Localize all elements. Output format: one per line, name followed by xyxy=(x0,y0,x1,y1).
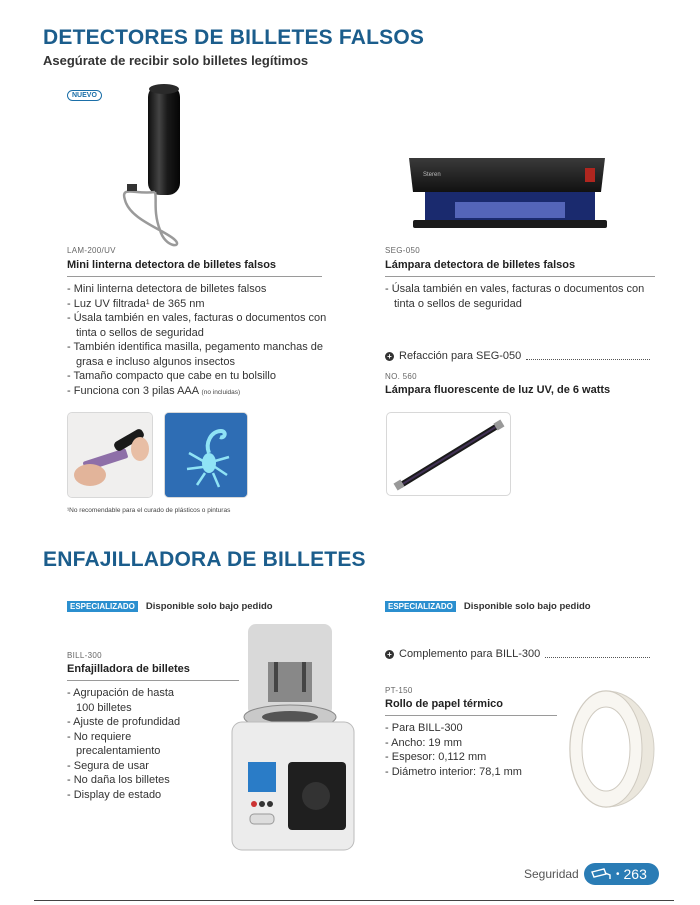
scorpion-icon xyxy=(165,413,248,498)
product-code-seg050: SEG-050 xyxy=(385,246,421,255)
divider xyxy=(385,715,557,716)
feature-item: - Agrupación de hasta 100 billetes xyxy=(67,686,187,715)
feature-item: - Para BILL-300 xyxy=(385,721,535,736)
page-number: 263 xyxy=(623,866,647,882)
feature-item: - Segura de usar xyxy=(67,759,187,774)
product-name-pt150: Rollo de papel térmico xyxy=(385,698,503,710)
feature-item: - Ancho: 19 mm xyxy=(385,736,535,751)
product-name-lam200: Mini linterna detectora de billetes falsos xyxy=(67,259,277,271)
feature-item: - Ajuste de profundidad xyxy=(67,715,187,730)
dotted-leader xyxy=(526,352,650,360)
feature-item: - Mini linterna detectora de billetes falsos xyxy=(67,282,327,297)
thermal-paper-roll-image xyxy=(558,685,658,813)
uv-lamp-image xyxy=(405,150,615,235)
feature-list-bill300 xyxy=(67,686,187,802)
plus-circle-icon: + xyxy=(385,352,394,361)
divider xyxy=(385,276,655,277)
bullet-dot: • xyxy=(616,868,620,880)
complemento-line xyxy=(385,648,650,660)
product-code-lam200: LAM-200/UV xyxy=(67,246,116,255)
feature-item: - Tamaño compacto que cabe en tu bolsillo xyxy=(67,369,327,384)
dotted-leader xyxy=(545,650,650,658)
hand-holding-flashlight-photo xyxy=(67,412,153,498)
footnote: ¹No recomendable para el curado de plásticos o pinturas xyxy=(67,507,231,514)
product-code-bill300: BILL-300 xyxy=(67,651,102,660)
lamp-brand: Steren xyxy=(423,172,441,178)
feature-item: - Diámetro interior: 78,1 mm xyxy=(385,765,535,780)
feature-text: Funciona con 3 pilas AAA xyxy=(73,384,199,397)
battery-note: (no incluidas) xyxy=(201,388,241,396)
feature-list-lam200 xyxy=(67,282,327,400)
feature-item xyxy=(67,384,327,401)
especializado-badge: ESPECIALIZADO xyxy=(385,601,456,612)
nuevo-badge: NUEVO xyxy=(67,90,102,101)
divider xyxy=(67,276,322,277)
footer-category: Seguridad xyxy=(524,867,579,881)
especializado-badge: ESPECIALIZADO xyxy=(67,601,138,612)
uv-tube-icon xyxy=(387,413,511,496)
banding-machine-image xyxy=(228,622,358,854)
product-name-bill300: Enfajilladora de billetes xyxy=(67,663,190,675)
feature-list-pt150 xyxy=(385,721,535,779)
availability-text: Disponible solo bajo pedido xyxy=(145,601,273,612)
feature-item: - Display de estado xyxy=(67,788,187,803)
feature-item: - Úsala también en vales, facturas o documentos con tinta o sellos de seguridad xyxy=(385,282,645,311)
availability-row-bill300 xyxy=(67,601,273,612)
section-subtitle: Asegúrate de recibir solo billetes legítimos xyxy=(43,53,309,68)
feature-item: - Úsala también en vales, facturas o documentos con tinta o sellos de seguridad xyxy=(67,311,327,340)
hand-photo-icon xyxy=(68,413,153,498)
product-code-pt150: PT-150 xyxy=(385,686,413,695)
divider xyxy=(67,680,239,681)
plus-circle-icon: + xyxy=(385,650,394,659)
feature-item: - Espesor: 0,112 mm xyxy=(385,750,535,765)
footer-rule xyxy=(34,900,674,901)
feature-list-seg050 xyxy=(385,282,645,311)
uv-tube-photo xyxy=(386,412,511,496)
refaccion-label: Refacción para SEG-050 xyxy=(399,350,522,362)
security-camera-icon xyxy=(590,867,612,881)
feature-item: - También identifica masilla, pegamento manchas de grasa e incluso algunos insectos xyxy=(67,340,327,369)
uv-flashlight-image xyxy=(105,80,195,250)
product-name-560: Lámpara fluorescente de luz UV, de 6 watts xyxy=(385,384,611,396)
availability-text: Disponible solo bajo pedido xyxy=(463,601,591,612)
section-title-enfajilladora: ENFAJILLADORA DE BILLETES xyxy=(43,548,366,571)
complemento-label: Complemento para BILL-300 xyxy=(399,648,541,660)
availability-row-pt150 xyxy=(385,601,591,612)
page-badge xyxy=(584,863,659,885)
product-name-seg050: Lámpara detectora de billetes falsos xyxy=(385,259,576,271)
feature-item: - No requiere precalentamiento xyxy=(67,730,187,759)
feature-item: - No daña los billetes xyxy=(67,773,187,788)
scorpion-uv-photo xyxy=(164,412,248,498)
product-code-560: NO. 560 xyxy=(385,372,417,381)
refaccion-line xyxy=(385,350,650,362)
section-title-detectores: DETECTORES DE BILLETES FALSOS xyxy=(43,26,425,49)
feature-item: - Luz UV filtrada¹ de 365 nm xyxy=(67,297,327,312)
